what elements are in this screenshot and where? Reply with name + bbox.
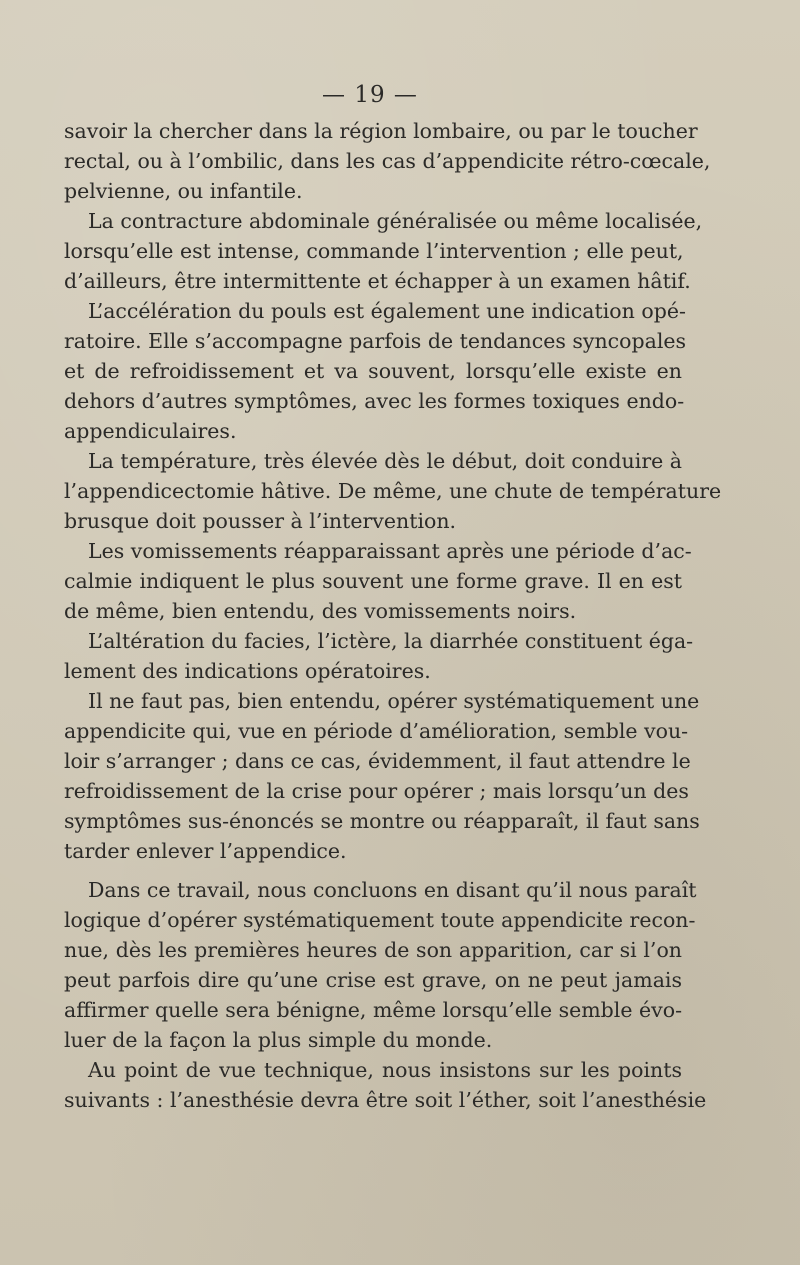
text-line: appendicite qui, vue en période d’amélioration, semble vou- bbox=[64, 719, 689, 743]
paragraph-start-line: L’altération du facies, l’ictère, la diarrhée constituent éga- bbox=[88, 629, 694, 653]
text-line: brusque doit pousser à l’intervention. bbox=[64, 509, 457, 533]
text-line: dehors d’autres symptômes, avec les formes toxiques endo- bbox=[64, 389, 685, 413]
paragraph-start-line: La température, très élevée dès le début, doit conduire à bbox=[88, 449, 682, 473]
paragraph-start-line: Les vomissements réapparaissant après une période d’ac- bbox=[88, 539, 692, 563]
paragraph-start-line: Dans ce travail, nous concluons en disant qu’il nous paraît bbox=[88, 878, 697, 902]
text-line: pelvienne, ou infantile. bbox=[64, 179, 303, 203]
text-line: tarder enlever l’appendice. bbox=[64, 839, 347, 863]
text-line: l’appendicectomie hâtive. De même, une chute de température bbox=[64, 479, 722, 503]
text-line: affirmer quelle sera bénigne, même lorsqu’elle semble évo- bbox=[64, 998, 682, 1022]
text-line: loir s’arranger ; dans ce cas, évidemment, il faut attendre le bbox=[64, 749, 691, 773]
page-number: — 19 — bbox=[322, 82, 418, 108]
text-line: ratoire. Elle s’accompagne parfois de tendances syncopales bbox=[64, 329, 687, 353]
paragraph-start-line: Au point de vue technique, nous insistons sur les points bbox=[88, 1058, 682, 1082]
text-line: savoir la chercher dans la région lombaire, ou par le toucher bbox=[64, 119, 698, 143]
text-line: de même, bien entendu, des vomissements noirs. bbox=[64, 599, 577, 623]
text-line: et de refroidissement et va souvent, lorsqu’elle existe en bbox=[64, 359, 682, 383]
text-line: logique d’opérer systématiquement toute appendicite recon- bbox=[64, 908, 696, 932]
text-line: lorsqu’elle est intense, commande l’intervention ; elle peut, bbox=[64, 239, 684, 263]
text-line: refroidissement de la crise pour opérer ; mais lorsqu’un des bbox=[64, 779, 689, 803]
text-line: suivants : l’anesthésie devra être soit l’éther, soit l’anesthésie bbox=[64, 1088, 707, 1112]
paragraph-start-line: Il ne faut pas, bien entendu, opérer systématiquement une bbox=[88, 689, 700, 713]
text-line: calmie indiquent le plus souvent une forme grave. Il en est bbox=[64, 569, 682, 593]
text-line: rectal, ou à l’ombilic, dans les cas d’appendicite rétro-cœcale, bbox=[64, 149, 711, 173]
text-line: lement des indications opératoires. bbox=[64, 659, 431, 683]
paragraph-start-line: La contracture abdominale généralisée ou même localisée, bbox=[88, 209, 703, 233]
text-line: appendiculaires. bbox=[64, 419, 237, 443]
text-line: peut parfois dire qu’une crise est grave, on ne peut jamais bbox=[64, 968, 682, 992]
text-line: nue, dès les premières heures de son apparition, car si l’on bbox=[64, 938, 682, 962]
text-line: luer de la façon la plus simple du monde. bbox=[64, 1028, 493, 1052]
text-line: d’ailleurs, être intermittente et échapper à un examen hâtif. bbox=[64, 269, 691, 293]
paragraph-start-line: L’accélération du pouls est également une indication opé- bbox=[88, 299, 686, 323]
body-text bbox=[64, 116, 722, 1115]
text-line: symptômes sus-énoncés se montre ou réapparaît, il faut sans bbox=[64, 809, 700, 833]
